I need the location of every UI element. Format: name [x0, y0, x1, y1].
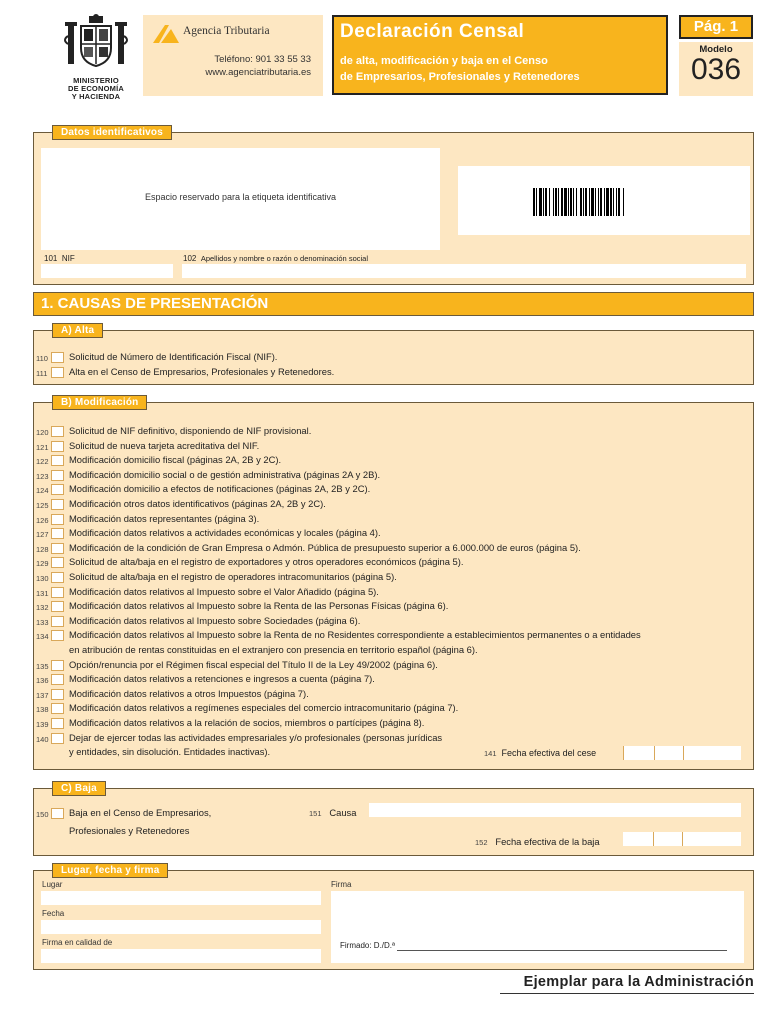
checkbox-row: [36, 600, 448, 613]
item-label: Modificación datos representantes (página 3).: [69, 512, 260, 524]
item-checkbox[interactable]: [51, 689, 64, 700]
checkbox-row: [36, 556, 464, 569]
item-checkbox[interactable]: [51, 470, 64, 481]
item-label: Modificación otros datos identificativos (páginas 2A, 2B y 2C).: [69, 498, 326, 509]
checkbox-row: [36, 425, 311, 438]
name-field[interactable]: [182, 264, 746, 278]
coat-of-arms-icon: [56, 14, 136, 70]
item-checkbox[interactable]: [51, 543, 64, 554]
barcode-bar: [591, 188, 594, 216]
ministry-line-3: Y HACIENDA: [71, 92, 121, 101]
label-space-text: Espacio reservado para la etiqueta identificativa: [144, 192, 337, 202]
date-divider: [683, 746, 684, 760]
item-checkbox[interactable]: [51, 616, 64, 627]
form-subtitle-2: de Empresarios, Profesionales y Retenedores: [340, 71, 580, 83]
item-label: Solicitud de alta/baja en el registro de exportadores y otros operadores económicos (página 5).: [69, 556, 464, 568]
barcode-bar: [561, 188, 563, 216]
item-label: Modificación datos relativos al Impuesto sobre Sociedades (página 6).: [69, 614, 361, 626]
barcode-bar: [583, 188, 584, 216]
agency-web: www.agenciatributaria.es: [205, 67, 311, 78]
item-code: 133: [36, 617, 49, 627]
date-divider: [682, 832, 683, 846]
item-checkbox[interactable]: [51, 426, 64, 437]
barcode-bar: [616, 188, 617, 216]
checkbox-row: [36, 629, 641, 655]
barcode-bar: [558, 188, 559, 216]
baja-date-code: 152: [475, 838, 488, 847]
footer-underline: [500, 993, 754, 994]
item-label: Modificación datos relativos al Impuesto sobre la Renta de no Residentes correspondiente a establecimientos permanentes o a entidades: [69, 629, 641, 641]
item-label: Modificación de la condición de Gran Empresa o Admón. Pública de presupuesto superior a 6.000.000 de euros (página 5).: [69, 541, 581, 553]
ministry-name: [56, 77, 136, 101]
item-checkbox[interactable]: [51, 514, 64, 525]
checkbox-row: [36, 440, 259, 453]
model-number: 036: [690, 53, 742, 86]
form-title: Declaración Censal: [340, 21, 525, 42]
cese-code: 141: [484, 749, 497, 758]
nif-code: 101: [44, 254, 58, 263]
item-checkbox[interactable]: [51, 587, 64, 598]
causes-title-bar: [33, 292, 754, 316]
firma-label: Firma: [331, 880, 352, 889]
barcode-icon: [533, 188, 685, 216]
item-code: 134: [36, 632, 49, 642]
barcode-bar: [549, 188, 550, 216]
barcode-bar: [568, 188, 569, 216]
lugar-field[interactable]: [41, 891, 321, 905]
item-checkbox[interactable]: [51, 367, 64, 378]
causa-caption: [309, 807, 356, 818]
calidad-label: Firma en calidad de: [42, 938, 113, 947]
footer-copy-label: Ejemplar para la Administración: [523, 974, 754, 990]
checkbox-row: [36, 717, 424, 730]
barcode-bar: [613, 188, 614, 216]
page-number: Pág. 1: [693, 18, 739, 35]
item-checkbox[interactable]: [51, 674, 64, 685]
ministry-line-1: MINISTERIO: [73, 76, 119, 85]
barcode-bar: [589, 188, 590, 216]
cese-date-field[interactable]: [623, 746, 741, 760]
firma-tab: Lugar, fecha y firma: [52, 863, 168, 878]
checkbox-row: [36, 483, 370, 496]
barcode-bar: [585, 188, 587, 216]
model-box: [679, 42, 753, 96]
item-checkbox[interactable]: [51, 718, 64, 729]
barcode-bar: [595, 188, 596, 216]
fecha-field[interactable]: [41, 920, 321, 934]
item-label: Alta en el Censo de Empresarios, Profesionales y Retenedores.: [69, 365, 335, 377]
item-label: Solicitud de alta/baja en el registro de operadores intracomunitarios (página 5).: [69, 571, 397, 582]
item-code: 111: [36, 368, 48, 378]
nif-field[interactable]: [41, 264, 173, 278]
barcode-bar: [555, 188, 557, 216]
barcode-bar: [545, 188, 547, 216]
item-label: Modificación datos relativos a actividades económicas y locales (página 4).: [69, 527, 381, 539]
item-label: Modificación domicilio social o de gestión administrativa (páginas 2A y 2B).: [69, 468, 381, 480]
checkbox-row: [36, 571, 397, 584]
alta-tab: A) Alta: [52, 323, 103, 338]
item-checkbox[interactable]: [51, 660, 64, 671]
barcode-bar: [539, 188, 542, 216]
item-label: Modificación datos relativos a la relación de socios, miembros o partícipes (página 8).: [69, 717, 425, 728]
item-checkbox[interactable]: [51, 630, 64, 641]
date-divider: [654, 746, 655, 760]
checkbox-row: [36, 366, 334, 379]
baja-code: 150: [36, 810, 49, 819]
item-checkbox[interactable]: [51, 528, 64, 539]
item-checkbox[interactable]: [51, 601, 64, 612]
ministry-line-2: DE ECONOMÍA: [68, 84, 124, 93]
item-code: 140: [36, 734, 49, 744]
item-label-cont: en atribución de rentas constituidas en el extranjero con presencia en territorio español (página 6).: [69, 643, 478, 655]
checkbox-row: [36, 542, 581, 555]
item-code: 130: [36, 574, 49, 583]
item-checkbox[interactable]: [51, 557, 64, 568]
item-checkbox[interactable]: [51, 455, 64, 466]
barcode-box: [458, 166, 750, 235]
item-label: Modificación datos relativos a retenciones e ingresos a cuenta (página 7).: [69, 673, 375, 685]
barcode-bar: [580, 188, 582, 216]
nif-caption: [44, 254, 75, 263]
checkbox-row: [36, 586, 379, 599]
causa-label: Causa: [329, 807, 357, 818]
item-label: Modificación datos relativos a otros Impuestos (página 7).: [69, 687, 309, 699]
modificacion-tab: B) Modificación: [52, 395, 147, 410]
item-code: 124: [36, 486, 49, 496]
lugar-label: Lugar: [42, 880, 63, 889]
item-code: 139: [36, 720, 49, 729]
item-code: 123: [36, 471, 49, 481]
fecha-label: Fecha: [42, 909, 65, 918]
item-label: Solicitud de nueva tarjeta acreditativa del NIF.: [69, 439, 260, 451]
barcode-bar: [533, 188, 535, 216]
checkbox-row: [36, 469, 380, 482]
baja-tab: C) Baja: [52, 781, 106, 796]
firmado-line: [397, 950, 727, 951]
item-checkbox[interactable]: [51, 703, 64, 714]
date-divider: [653, 832, 654, 846]
nif-label: NIF: [61, 254, 75, 263]
name-code: 102: [183, 254, 197, 263]
item-label: Modificación datos relativos al Impuesto sobre la Renta de las Personas Físicas (página 6).: [69, 600, 449, 612]
item-label: Modificación datos relativos al Impuesto sobre el Valor Añadido (página 5).: [69, 585, 379, 597]
item-checkbox[interactable]: [51, 352, 64, 363]
item-code: 136: [36, 676, 49, 686]
item-checkbox[interactable]: [51, 499, 64, 510]
barcode-bar: [564, 188, 567, 216]
checkbox-row: [36, 673, 375, 686]
barcode-bar: [570, 188, 572, 216]
item-label: Opción/renuncia por el Régimen fiscal especial del Título II de la Ley 49/2002 (página 6).: [69, 658, 438, 670]
barcode-bar: [573, 188, 574, 216]
barcode-bar: [604, 188, 605, 216]
causa-field[interactable]: [369, 803, 741, 817]
baja-row: [36, 807, 211, 836]
item-code: 128: [36, 544, 49, 554]
item-code: 138: [36, 705, 49, 715]
item-code: 131: [36, 588, 49, 598]
page-number-box: [679, 15, 753, 39]
item-label: Modificación datos relativos a regímenes especiales del comercio intracomunitario (página 7).: [69, 702, 459, 714]
baja-date-label: Fecha efectiva de la baja: [495, 836, 600, 847]
calidad-field[interactable]: [41, 949, 321, 963]
checkbox-row: [36, 498, 326, 511]
causa-code: 151: [309, 809, 322, 818]
form-title-box: [332, 15, 668, 95]
barcode-bar: [610, 188, 612, 216]
checkbox-row: [36, 513, 259, 526]
checkbox-row: [36, 732, 442, 758]
barcode-bar: [606, 188, 609, 216]
baja-checkbox[interactable]: [51, 808, 64, 819]
checkbox-row: [36, 351, 277, 364]
causes-title: 1. CAUSAS DE PRESENTACIÓN: [41, 295, 269, 312]
barcode-bar: [536, 188, 537, 216]
label-space[interactable]: [41, 148, 440, 250]
item-label-cont: y entidades, sin disolución. Entidades inactivas).: [69, 746, 271, 758]
ministry-logo: [56, 14, 136, 114]
item-checkbox[interactable]: [51, 484, 64, 495]
item-label: Modificación domicilio a efectos de notificaciones (páginas 2A, 2B y 2C).: [69, 483, 371, 495]
barcode-bar: [600, 188, 602, 216]
item-code: 132: [36, 603, 49, 613]
barcode-bar: [576, 188, 577, 216]
checkbox-row: [36, 454, 281, 467]
item-code: 127: [36, 530, 49, 540]
item-code: 120: [36, 428, 49, 437]
barcode-bar: [623, 188, 624, 216]
baja-date-caption: [475, 836, 600, 847]
checkbox-row: [36, 659, 438, 672]
item-code: 122: [36, 457, 49, 467]
baja-text-2: Profesionales y Retenedores: [69, 825, 190, 836]
item-code: 121: [36, 442, 49, 452]
checkbox-row: [36, 702, 458, 715]
item-code: 126: [36, 515, 49, 525]
item-checkbox[interactable]: [51, 572, 64, 583]
cese-caption: [484, 748, 596, 758]
item-code: 135: [36, 661, 49, 671]
model-label: Modelo: [699, 44, 733, 55]
agency-phone: Teléfono: 901 33 55 33: [214, 54, 311, 65]
checkbox-row: [36, 527, 381, 540]
item-label: Modificación domicilio fiscal (páginas 2A, 2B y 2C).: [69, 454, 282, 466]
agency-box: [143, 15, 323, 96]
item-label: Solicitud de Número de Identificación Fiscal (NIF).: [69, 351, 278, 362]
item-code: 110: [36, 354, 48, 363]
signature-field[interactable]: [331, 891, 744, 963]
name-caption: [183, 254, 368, 263]
item-code: 129: [36, 559, 49, 569]
item-checkbox[interactable]: [51, 733, 64, 744]
barcode-bar: [553, 188, 554, 216]
form-subtitle-1: de alta, modificación y baja en el Censo: [340, 55, 548, 67]
baja-text-1: Baja en el Censo de Empresarios,: [69, 807, 212, 818]
barcode-bar: [598, 188, 599, 216]
item-code: 137: [36, 690, 49, 700]
firmado-label: Firmado: D./D.ª: [340, 941, 395, 950]
barcode-bar: [543, 188, 544, 216]
baja-date-field[interactable]: [623, 832, 741, 846]
agency-logo-icon: [151, 23, 181, 45]
id-section: [33, 132, 754, 285]
item-checkbox[interactable]: [51, 441, 64, 452]
name-label: Apellidos y nombre o razón o denominación social: [200, 254, 368, 263]
item-code: 125: [36, 501, 49, 510]
item-label: Dejar de ejercer todas las actividades empresariales y/o profesionales (personas jurídicas: [69, 731, 443, 743]
checkbox-row: [36, 615, 360, 628]
agency-name: Agencia Tributaria: [183, 25, 270, 37]
id-section-tab: Datos identificativos: [52, 125, 172, 140]
checkbox-row: [36, 688, 309, 701]
cese-label: Fecha efectiva del cese: [501, 748, 597, 758]
barcode-bar: [618, 188, 620, 216]
item-label: Solicitud de NIF definitivo, disponiendo de NIF provisional.: [69, 425, 312, 436]
